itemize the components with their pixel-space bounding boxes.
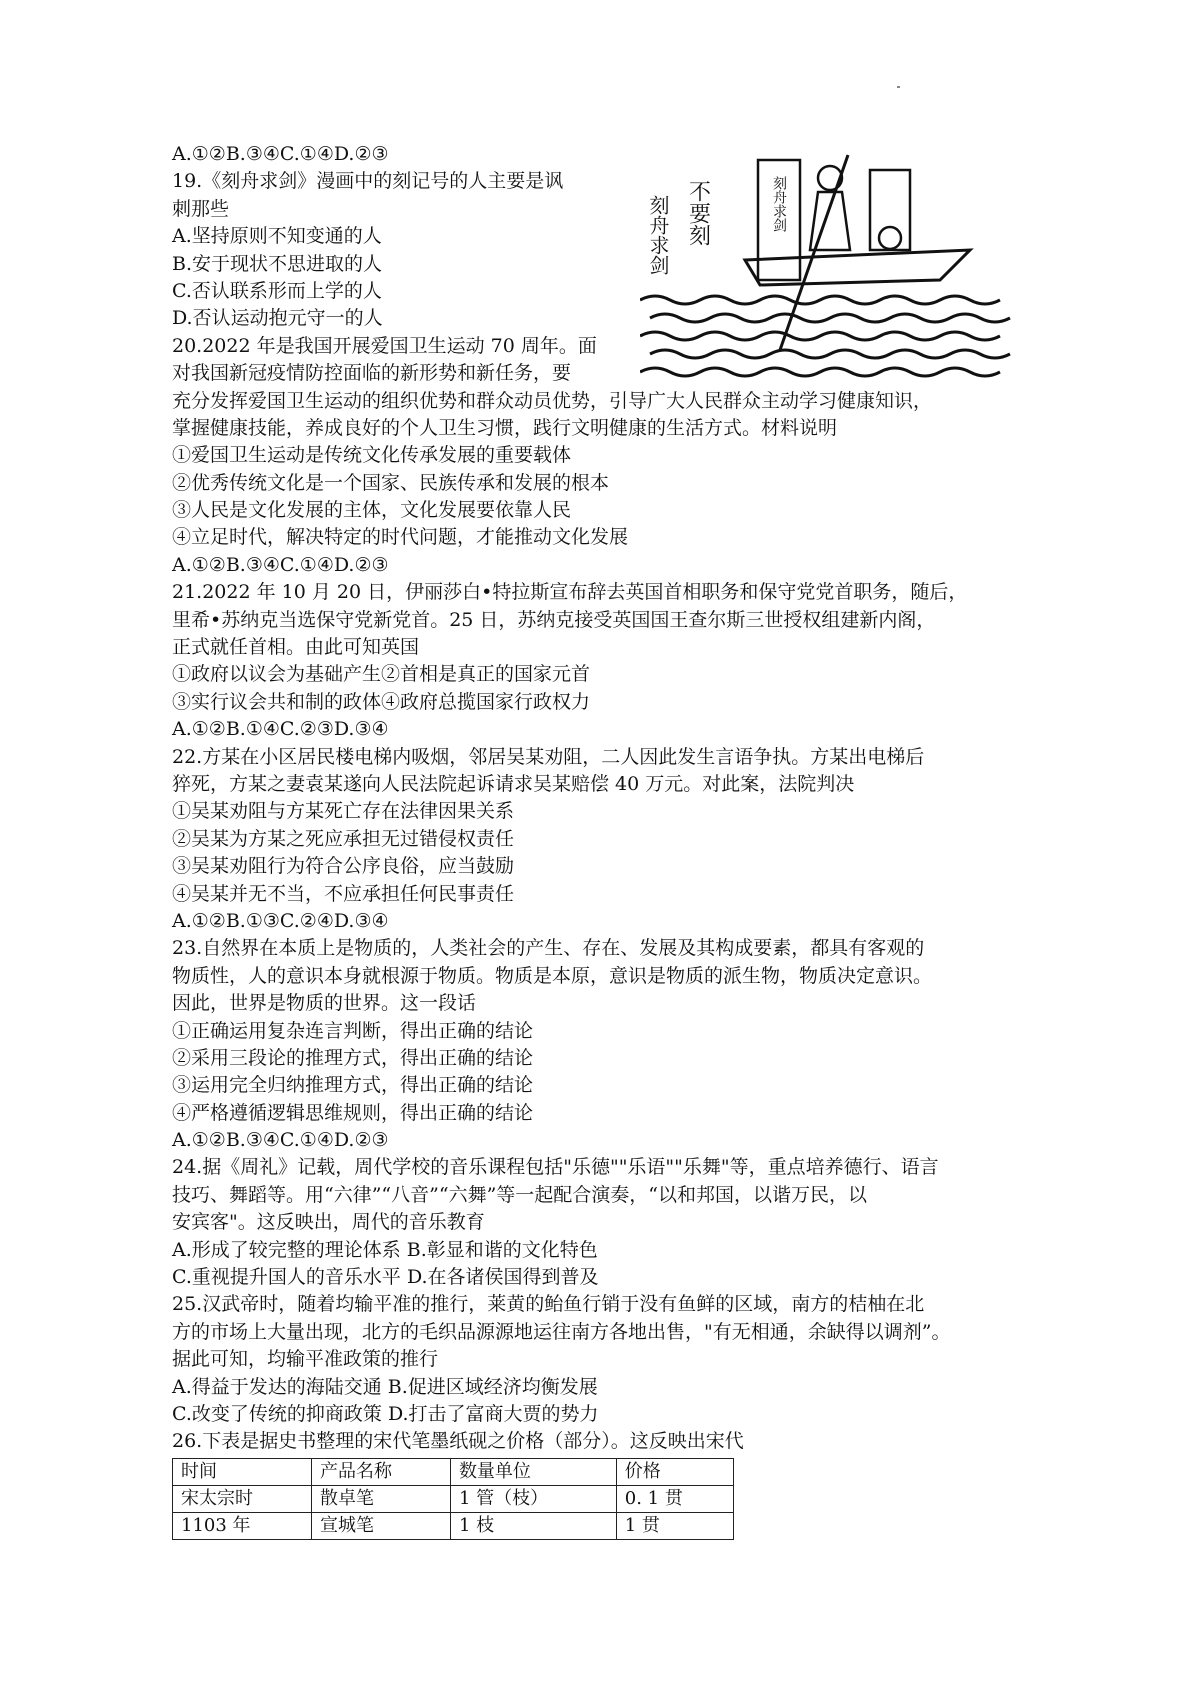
q23-stem-line: 物质性，人的意识本身就根源于物质。物质是本原，意识是物质的派生物，物质决定意识。 <box>172 964 933 987</box>
q25-options-ab: A.得益于发达的海陆交通 B.促进区域经济均衡发展 <box>172 1375 598 1398</box>
q23-item-3: ③运用完全归纳推理方式，得出正确的结论 <box>172 1074 534 1097</box>
q21-options: A.①②B.①④C.②③D.③④ <box>172 718 389 741</box>
cartoon-caption: 不要刻 <box>685 180 711 246</box>
question-content <box>172 141 1027 1540</box>
q22-stem-line: 猝死，方某之妻袁某遂向人民法院起诉请求吴某赔偿 40 万元。对此案，法院判决 <box>172 772 855 795</box>
question-24 <box>172 1154 1027 1291</box>
q22-item-2: ②吴某为方某之死应承担无过错侵权责任 <box>172 827 515 850</box>
question-25 <box>172 1291 1027 1428</box>
q21-stem-line: 21.2022 年 10 月 20 日，伊丽莎白•特拉斯宣布辞去英国首相职务和保守党党首职务，随后， <box>172 581 968 604</box>
q24-stem-line: 技巧、舞蹈等。用“六律”“八音”“六舞”等一起配合演奏，“以和邦国，以谐万民，以 <box>172 1183 867 1206</box>
sign-text: 刻舟求剑 <box>771 176 787 232</box>
q20-options: A.①②B.③④C.①④D.②③ <box>172 553 389 576</box>
q19-stem-line2: 刺那些 <box>172 197 230 220</box>
q22-item-4: ④吴某并无不当，不应承担任何民事责任 <box>172 882 515 905</box>
q23-item-1: ①正确运用复杂连言判断，得出正确的结论 <box>172 1019 534 1042</box>
q18-options: A.①②B.③④C.①④D.②③ <box>172 143 389 165</box>
scan-speck <box>897 86 900 88</box>
q23-stem-line: 因此，世界是物质的世界。这一段话 <box>172 992 477 1015</box>
q21-item-2: ③实行议会共和制的政体④政府总揽国家行政权力 <box>172 690 591 713</box>
q23-item-4: ④严格遵循逻辑思维规则，得出正确的结论 <box>172 1101 534 1124</box>
cartoon-title: 刻舟求剑 <box>646 195 670 275</box>
q19-option-a: A.坚持原则不知变通的人 <box>172 225 382 248</box>
q25-stem-line: 25.汉武帝时，随着均输平准的推行，莱黄的鲐鱼行销于没有鱼鲜的区域，南方的桔柚在北 <box>172 1293 925 1316</box>
table-cell: 宋太宗时 <box>173 1485 312 1512</box>
q23-options: A.①②B.③④C.①④D.②③ <box>172 1129 389 1152</box>
q24-options-cd: C.重视提升国人的音乐水平 D.在各诸侯国得到普及 <box>172 1266 599 1289</box>
question-23 <box>172 935 1027 1154</box>
q20-stem-line: 20.2022 年是我国开展爱国卫生运动 70 周年。面 <box>172 334 597 357</box>
q22-item-1: ①吴某劝阻与方某死亡存在法律因果关系 <box>172 800 515 823</box>
question-21 <box>172 579 1027 743</box>
q25-stem-line: 据此可知，均输平准政策的推行 <box>172 1348 439 1371</box>
table-header-cell: 价格 <box>616 1458 733 1485</box>
q25-stem-line: 方的市场上大量出现，北方的毛织品源源地运往南方各地出售，"有无相通，余缺得以调剂”。 <box>172 1320 951 1343</box>
price-table <box>172 1458 734 1540</box>
table-header-cell: 数量单位 <box>450 1458 616 1485</box>
question-26 <box>172 1428 1027 1539</box>
q24-stem-line: 24.据《周礼》记载，周代学校的音乐课程包括"乐德""乐语""乐舞"等，重点培养德行、语言 <box>172 1156 939 1179</box>
q25-options-cd: C.改变了传统的抑商政策 D.打击了富商大贾的势力 <box>172 1402 599 1425</box>
table-cell: 0. 1 贯 <box>616 1485 733 1512</box>
table-row <box>173 1512 734 1539</box>
q20-item-1: ①爱国卫生运动是传统文化传承发展的重要载体 <box>172 444 572 467</box>
table-cell: 散卓笔 <box>311 1485 450 1512</box>
q21-item-1: ①政府以议会为基础产生②首相是真正的国家元首 <box>172 663 591 686</box>
table-cell: 1 管（枝） <box>450 1485 616 1512</box>
q19-option-c: C.否认联系形而上学的人 <box>172 279 382 302</box>
q21-stem-line: 里希•苏纳克当选保守党新党首。25 日，苏纳克接受英国国王查尔斯三世授权组建新内阁， <box>172 608 936 631</box>
table-header-cell: 时间 <box>173 1458 312 1485</box>
q24-options-ab: A.形成了较完整的理论体系 B.彰显和谐的文化特色 <box>172 1238 598 1261</box>
q21-stem-line: 正式就任首相。由此可知英国 <box>172 636 420 659</box>
q22-item-3: ③吴某劝阻行为符合公序良俗，应当鼓励 <box>172 855 515 878</box>
q19-option-b: B.安于现状不思进取的人 <box>172 252 383 275</box>
q23-item-2: ②采用三段论的推理方式，得出正确的结论 <box>172 1046 534 1069</box>
table-header-row <box>173 1458 734 1485</box>
table-cell: 1 贯 <box>616 1512 733 1539</box>
question-22 <box>172 744 1027 936</box>
table-header-cell: 产品名称 <box>311 1458 450 1485</box>
question-20 <box>172 333 1027 580</box>
q20-item-2: ②优秀传统文化是一个国家、民族传承和发展的根本 <box>172 471 610 494</box>
q20-stem-line: 掌握健康技能，养成良好的个人卫生习惯，践行文明健康的生活方式。材料说明 <box>172 416 838 439</box>
q20-item-3: ③人民是文化发展的主体，文化发展要依靠人民 <box>172 499 572 522</box>
q22-options: A.①②B.①③C.②④D.③④ <box>172 909 389 932</box>
table-cell: 1 枝 <box>450 1512 616 1539</box>
table-cell: 1103 年 <box>173 1512 312 1539</box>
q26-stem: 26.下表是据史书整理的宋代笔墨纸砚之价格（部分）。这反映出宋代 <box>172 1430 744 1453</box>
q19-option-d: D.否认运动抱元守一的人 <box>172 307 383 330</box>
q20-stem-line: 充分发挥爱国卫生运动的组织优势和群众动员优势，引导广大人民群众主动学习健康知识， <box>172 389 933 412</box>
table-row <box>173 1485 734 1512</box>
question-19 <box>172 168 1027 332</box>
q20-item-4: ④立足时代，解决特定的时代问题，才能推动文化发展 <box>172 526 629 549</box>
q19-stem-line1: 19.《刻舟求剑》漫画中的刻记号的人主要是讽 <box>172 170 564 193</box>
q22-stem-line: 22.方某在小区居民楼电梯内吸烟，邻居吴某劝阻，二人因此发生言语争执。方某出电梯后 <box>172 745 925 768</box>
table-cell: 宣城笔 <box>311 1512 450 1539</box>
q20-stem-line: 对我国新冠疫情防控面临的新形势和新任务，要 <box>172 362 572 385</box>
q24-stem-line: 安宾客"。这反映出，周代的音乐教育 <box>172 1211 485 1234</box>
q23-stem-line: 23.自然界在本质上是物质的，人类社会的产生、存在、发展及其构成要素，都具有客观的 <box>172 937 925 960</box>
